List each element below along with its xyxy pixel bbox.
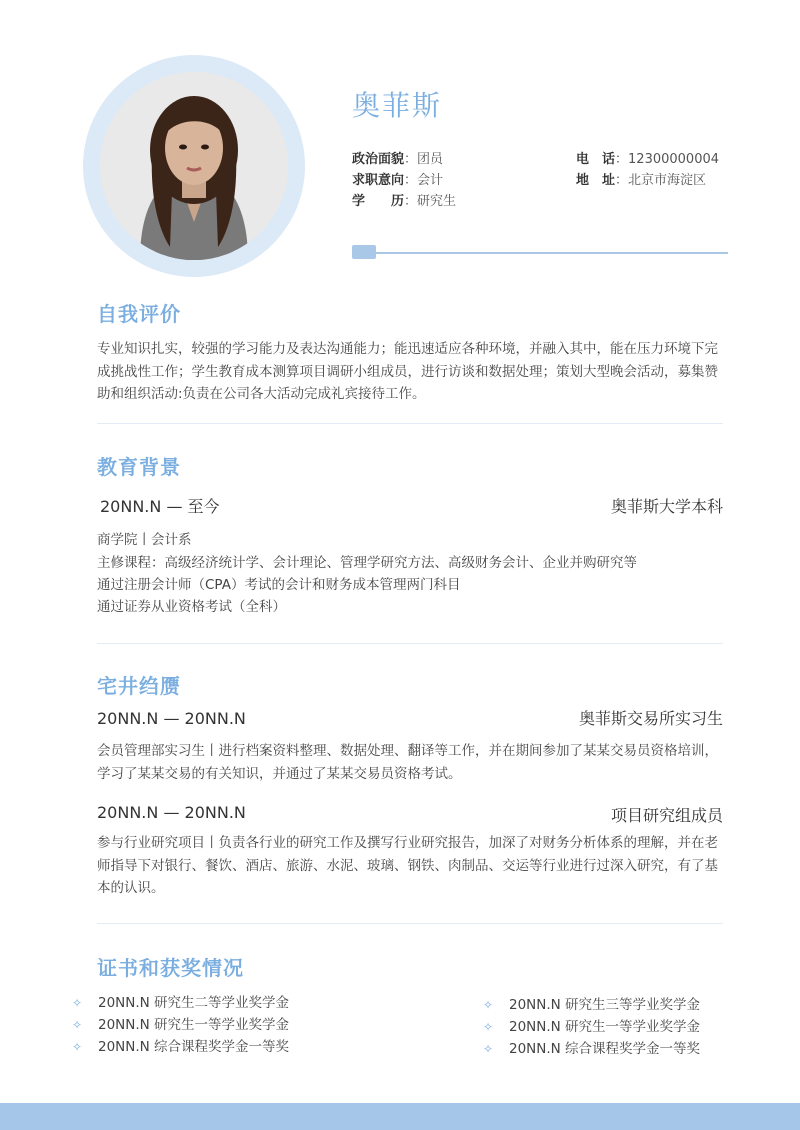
award-text: 20NN.N 综合课程奖学金一等奖 <box>98 1039 290 1055</box>
award-text: 20NN.N 研究生一等学业奖学金 <box>98 1017 290 1033</box>
sparkle-icon: ✧ <box>72 1018 83 1032</box>
experience-period: 20NN.N — 20NN.N <box>97 803 246 822</box>
header-decor-tab <box>352 245 376 259</box>
info-value: 北京市海淀区 <box>628 173 707 188</box>
info-key: 电 话 <box>576 152 616 167</box>
education-period: 20NN.N — 至今 <box>100 497 220 516</box>
experience-period: 20NN.N — 20NN.N <box>97 709 246 728</box>
info-key: 政治面貌 <box>352 152 405 167</box>
award-text: 20NN.N 研究生一等学业奖学金 <box>509 1019 701 1035</box>
info-left-row: 政治面貌：团员 <box>352 148 443 167</box>
sparkle-icon: ✧ <box>483 998 494 1012</box>
section-title-education: 教育背景 <box>97 455 181 479</box>
education-line: 通过证券从业资格考试（全科） <box>97 599 286 615</box>
award-item <box>72 1035 289 1055</box>
section-title-self-eval: 自我评价 <box>97 302 181 326</box>
sparkle-icon: ✧ <box>483 1042 494 1056</box>
education-line: 主修课程：高级经济统计学、会计理论、管理学研究方法、高级财务会计、企业并购研究等 <box>97 555 637 571</box>
info-value: 12300000004 <box>628 152 720 167</box>
sparkle-icon: ✧ <box>483 1020 494 1034</box>
sparkle-icon: ✧ <box>72 1040 83 1054</box>
avatar <box>100 72 288 260</box>
info-key: 学 历 <box>352 194 405 209</box>
info-key: 求职意向 <box>352 173 405 188</box>
award-item <box>72 1013 289 1033</box>
info-value: 研究生 <box>417 194 457 209</box>
candidate-name: 奥菲斯 <box>352 89 443 122</box>
info-left-row: 学 历：研究生 <box>352 190 456 209</box>
self-eval-text: 专业知识扎实，较强的学习能力及表达沟通能力；能迅速适应各种环境，并融入其中，能在压力环境下完成挑战性工作；学生教育成本测算项目调研小组成员，进行访谈和数据处理；策划大型晚会活动，募集赞助和组织活动:负责在公司各大活动完成礼宾接待工作。 <box>97 341 718 402</box>
sparkle-icon: ✧ <box>72 996 83 1010</box>
education-line: 商学院丨会计系 <box>97 532 192 548</box>
award-text: 20NN.N 综合课程奖学金一等奖 <box>509 1041 701 1057</box>
info-value: 团员 <box>417 152 444 167</box>
education-line: 通过注册会计师（CPA）考试的会计和财务成本管理两门科目 <box>97 577 461 593</box>
award-text: 20NN.N 研究生二等学业奖学金 <box>98 995 290 1011</box>
award-item <box>483 993 700 1013</box>
footer-bar <box>0 1103 800 1130</box>
education-school: 奥菲斯大学本科 <box>610 497 723 516</box>
info-key: 地 址 <box>576 173 616 188</box>
section-title-experience: 宅井绉赝 <box>97 674 181 698</box>
section-divider <box>97 923 723 924</box>
award-item <box>483 1015 700 1035</box>
info-right-row: 电 话：12300000004 <box>576 148 719 167</box>
section-divider <box>97 423 723 424</box>
experience-role: 奥菲斯交易所实习生 <box>578 709 723 728</box>
section-divider <box>97 643 723 644</box>
info-right-row: 地 址：北京市海淀区 <box>576 169 706 188</box>
experience-desc: 会员管理部实习生丨进行档案资料整理、数据处理、翻译等工作，并在期间参加了某某交易员资格培训，学习了某某交易的有关知识，并通过了某某交易员资格考试。 <box>97 743 718 782</box>
info-left-row: 求职意向：会计 <box>352 169 443 188</box>
portrait-image <box>100 72 288 260</box>
award-text: 20NN.N 研究生三等学业奖学金 <box>509 997 701 1013</box>
info-value: 会计 <box>417 173 444 188</box>
section-title-awards: 证书和获奖情况 <box>97 956 244 980</box>
award-item <box>483 1037 700 1057</box>
experience-role: 项目研究组成员 <box>610 806 723 825</box>
experience-desc: 参与行业研究项目丨负责各行业的研究工作及撰写行业研究报告，加深了对财务分析体系的理解，并在老师指导下对银行、餐饮、酒店、旅游、水泥、玻璃、钢铁、肉制品、交运等行业进行过深入研究，有了基本的认识。 <box>97 835 718 896</box>
award-item <box>72 991 289 1011</box>
header-decor-line <box>375 252 728 254</box>
